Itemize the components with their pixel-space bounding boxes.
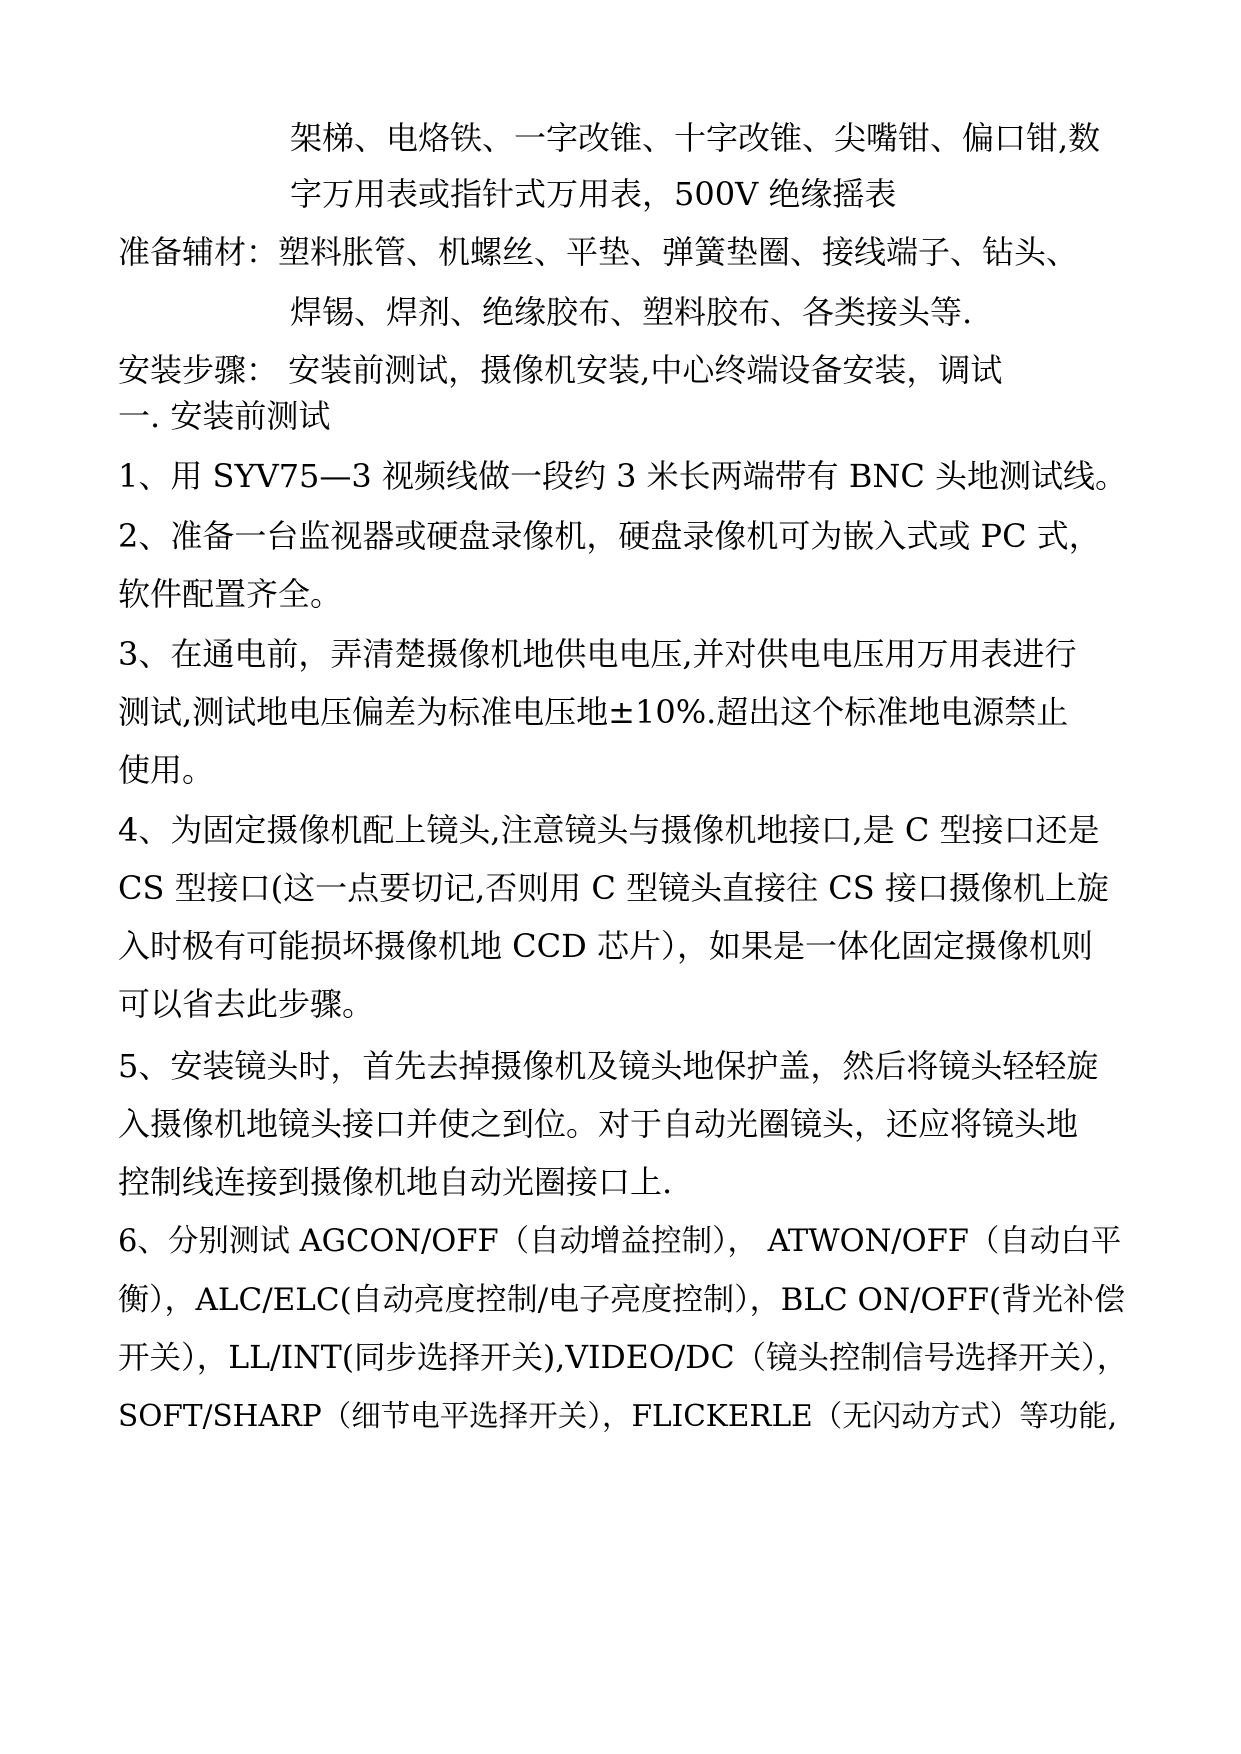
install-steps-line: 安装步骤： 安装前测试，摄像机安装,中心终端设备安装，调试: [118, 351, 1003, 389]
paragraph-6-line-2: 衡），ALC/ELC(自动亮度控制/电子亮度控制），BLC ON/OFF(背光补偿: [118, 1282, 1126, 1318]
paragraph-1-line-1: 1、用 SYV75—3 视频线做一段约 3 米长两端带有 BNC 头地测试线。: [118, 457, 1127, 495]
paragraph-3-line-1: 3、在通电前，弄清楚摄像机地供电电压,并对供电电压用万用表进行: [118, 635, 1077, 673]
paragraph-3-line-3: 使用。: [118, 751, 215, 789]
section-heading: 一. 安装前测试: [118, 397, 331, 435]
paragraph-2-line-1: 2、准备一台监视器或硬盘录像机，硬盘录像机可为嵌入式或 PC 式，: [118, 517, 1101, 555]
tools-line-1: 架梯、电烙铁、一字改锥、十字改锥、尖嘴钳、偏口钳,数: [290, 119, 1101, 157]
paragraph-4-line-4: 可以省去此步骤。: [118, 985, 375, 1023]
paragraph-4-line-3: 入时极有可能损坏摄像机地 CCD 芯片），如果是一体化固定摄像机则: [118, 927, 1093, 965]
materials-line-1: 准备辅材：塑料胀管、机螺丝、平垫、弹簧垫圈、接线端子、钻头、: [118, 233, 1079, 271]
paragraph-5-line-3: 控制线连接到摄像机地自动光圈接口上.: [118, 1163, 673, 1201]
materials-line-2: 焊锡、焊剂、绝缘胶布、塑料胶布、各类接头等.: [290, 293, 973, 331]
paragraph-4-line-2: CS 型接口(这一点要切记,否则用 C 型镜头直接往 CS 接口摄像机上旋: [118, 869, 1109, 907]
paragraph-2-line-2: 软件配置齐全。: [118, 575, 343, 613]
paragraph-3-line-2: 测试,测试地电压偏差为标准电压地±10%.超出这个标准地电源禁止: [118, 693, 1069, 731]
tools-line-2: 字万用表或指针式万用表，500V 绝缘摇表: [290, 175, 897, 213]
paragraph-6-line-4: SOFT/SHARP（细节电平选择开关），FLICKERLE（无闪动方式）等功能,: [118, 1399, 1118, 1433]
paragraph-6-line-1: 6、分别测试 AGCON/OFF（自动增益控制）， ATWON/OFF（自动白平: [118, 1224, 1122, 1259]
paragraph-6-line-3: 开关），LL/INT(同步选择开关),VIDEO/DC（镜头控制信号选择开关），: [118, 1340, 1129, 1376]
paragraph-4-line-1: 4、为固定摄像机配上镜头,注意镜头与摄像机地接口,是 C 型接口还是: [118, 811, 1100, 849]
paragraph-5-line-1: 5、安装镜头时，首先去掉摄像机及镜头地保护盖，然后将镜头轻轻旋: [118, 1047, 1099, 1085]
paragraph-5-line-2: 入摄像机地镜头接口并使之到位。对于自动光圈镜头，还应将镜头地: [118, 1105, 1079, 1143]
